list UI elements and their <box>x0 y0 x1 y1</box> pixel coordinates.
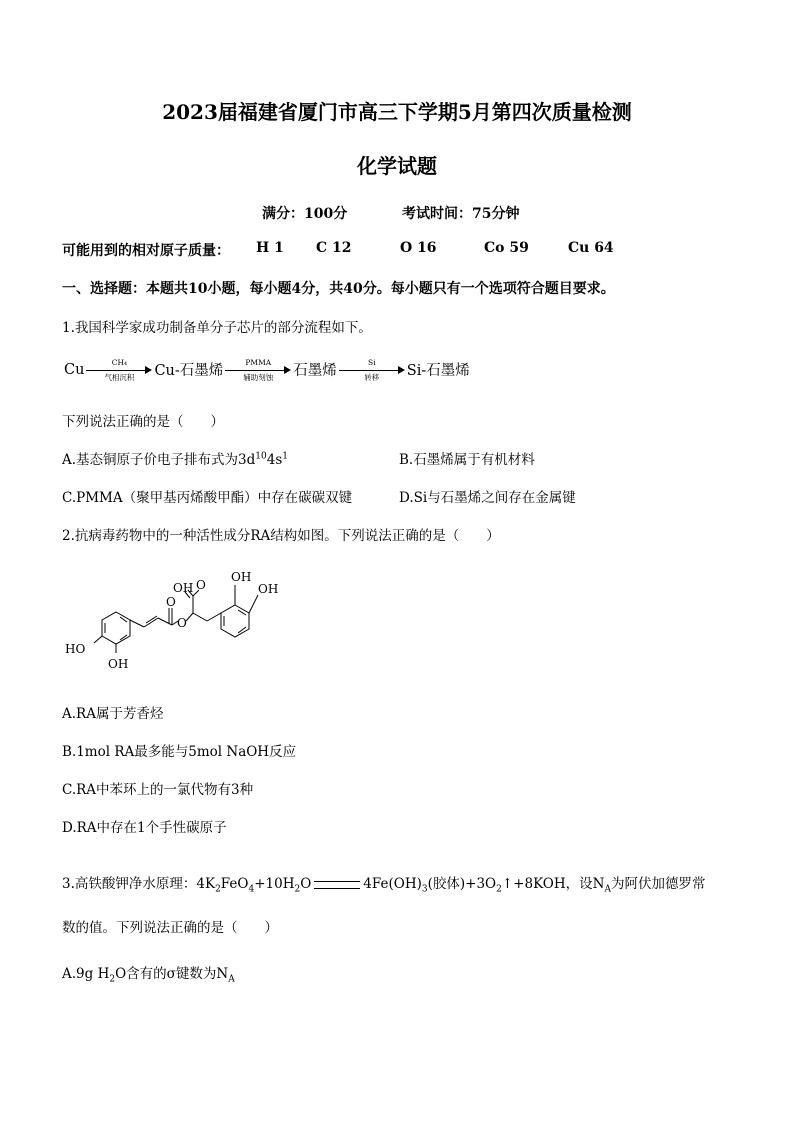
arrow-2-condition: 辅助刻蚀 <box>243 372 274 382</box>
question-2-stem: 2.抗病毒药物中的一种活性成分RA结构如图。下列说法正确的是（ ） <box>62 528 500 544</box>
flow-arrow-1 <box>86 357 152 382</box>
arrow-1-reagent: CH₄ <box>111 357 128 367</box>
reaction-flow <box>64 359 470 380</box>
q3-option-a: A.9g $H_2O$含有的σ键数为$N_A$ <box>62 966 235 985</box>
flow-step-cu: Cu <box>64 361 85 378</box>
flow-arrow-3 <box>339 357 405 382</box>
atomic-mass-h: H 1 <box>256 240 284 256</box>
q2-option-c: C.RA中苯环上的一氯代物有3种 <box>62 782 254 798</box>
ester-o-label: O <box>177 616 187 630</box>
atomic-mass-c: C 12 <box>316 240 352 256</box>
q1-option-a: A.基态铜原子价电子排布式为$3d^{10}4s^1$ <box>62 451 288 468</box>
flow-step-si-graphene: Si-石墨烯 <box>406 363 470 379</box>
carbonyl-o-label: O <box>166 595 176 609</box>
question-3-line2: 数的值。下列说法正确的是（ ） <box>62 920 278 936</box>
question-1-prompt: 下列说法正确的是（ ） <box>62 414 224 430</box>
q2-option-a: A.RA属于芳香烃 <box>62 706 164 722</box>
oh-right-label: OH <box>258 582 279 596</box>
oh-top-label: OH <box>231 570 252 584</box>
q1-option-b: B.石墨烯属于有机材料 <box>399 452 535 468</box>
exam-time: 考试时间：75分钟 <box>402 206 520 222</box>
exam-title: 2023届福建省厦门市高三下学期5月第四次质量检测 <box>162 100 632 124</box>
arrow-2-reagent: PMMA <box>245 357 272 367</box>
q1-option-d: D.Si与石墨烯之间存在金属键 <box>399 490 576 506</box>
flow-arrow-2 <box>225 357 291 382</box>
q2-option-d: D.RA中存在1个手性碳原子 <box>62 820 227 836</box>
ra-structure-diagram <box>60 565 300 677</box>
atomic-mass-co: Co 59 <box>484 240 529 256</box>
acid-o-label: O <box>196 578 206 592</box>
arrow-3-reagent: Si <box>368 357 376 367</box>
atomic-mass-o: O 16 <box>400 240 437 256</box>
exam-subtitle: 化学试题 <box>357 154 437 178</box>
full-score: 满分：100分 <box>262 206 348 222</box>
ho-left-label: HO <box>65 642 86 656</box>
equals-sign <box>314 881 360 889</box>
oh-bottom-label: OH <box>108 657 129 671</box>
question-1-stem: 1.我国科学家成功制备单分子芯片的部分流程如下。 <box>62 320 372 336</box>
atomic-mass-label: 可能用到的相对原子质量： <box>62 243 230 259</box>
flow-step-graphene: 石墨烯 <box>293 363 337 379</box>
atomic-mass-cu: Cu 64 <box>568 240 614 256</box>
flow-step-cu-graphene: Cu-石墨烯 <box>154 363 224 379</box>
arrow-1-condition: 气相沉积 <box>104 372 135 382</box>
q1-option-c: C.PMMA（聚甲基丙烯酸甲酯）中存在碳碳双键 <box>62 490 353 506</box>
question-3-stem: 3.高铁酸钾净水原理：$4K_2FeO_4+10H_2O$ $4Fe(OH)_3$(胶体)$+3O_2↑+8KOH$，设$N_A$为阿伏加德罗常 <box>62 876 706 895</box>
acid-oh-label: OH <box>173 581 194 595</box>
q2-option-b: B.1mol RA最多能与5mol NaOH反应 <box>62 744 297 760</box>
section-heading: 一、选择题：本题共10小题，每小题4分，共40分。每小题只有一个选项符合题目要求。 <box>62 281 615 297</box>
arrow-3-condition: 转移 <box>364 372 380 382</box>
